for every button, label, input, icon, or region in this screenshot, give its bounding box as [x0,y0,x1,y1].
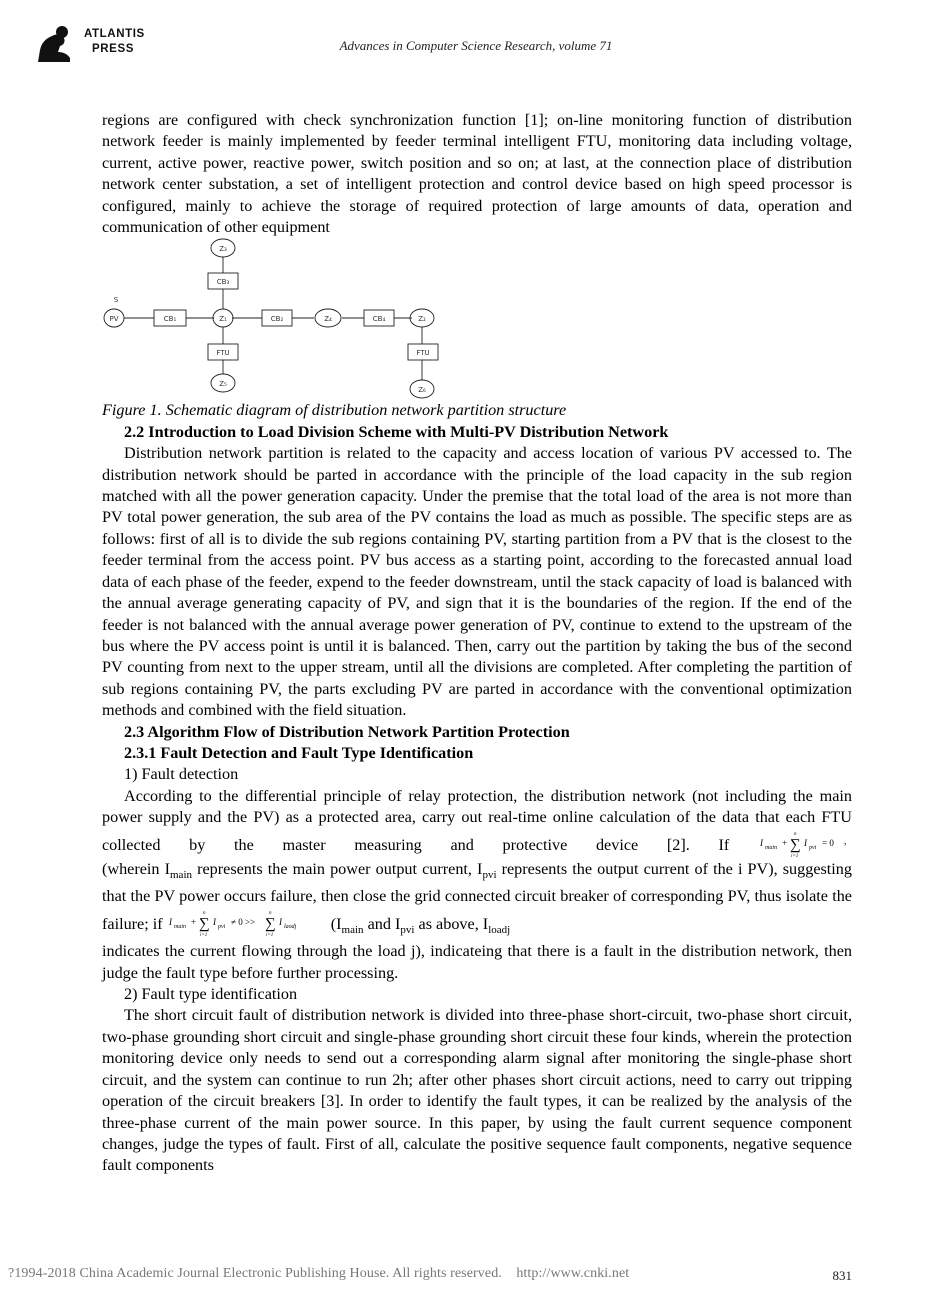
box-ftu-left: FTU [216,349,230,358]
node-z5: Z₅ [219,380,227,389]
box-cb3: CB₃ [216,278,230,287]
svg-text:I: I [804,837,807,848]
text-wherein: (wherein I [102,859,170,878]
svg-text:+: + [190,916,196,927]
svg-text:∑: ∑ [198,915,210,932]
logo-line-1: ATLANTIS [84,28,145,40]
fault-detection-item: 1) Fault detection [124,765,239,784]
node-pv: PV [109,315,119,324]
text-pv-desc: represents the output current of the i PV), suggesting that the PV power occurs failure, then close the grid connected circuit breaker of corresponding PV, thus isolate the failure; if [102,859,852,933]
sub-pvi: pvi [482,868,497,881]
partition-structure-diagram [102,238,852,400]
svg-text:I: I [760,837,763,848]
text-imain: (I [326,914,342,933]
box-cb1: CB₁ [163,315,177,324]
svg-text:pvi: pvi [809,844,817,851]
svg-text:main: main [765,844,777,851]
fault-detection-paragraph-2 [102,859,852,942]
section-2-3-1-heading: 2.3.1 Fault Detection and Fault Type Identification [124,743,474,762]
svg-text:≠ 0 >>: ≠ 0 >> [230,916,255,927]
box-cb4: CB₄ [372,315,386,324]
svg-text:i=1: i=1 [199,932,207,938]
svg-text:i=1: i=1 [265,932,273,938]
svg-text:n: n [794,831,797,837]
text-as-above: as above, I [414,914,489,933]
copyright-footer: ?1994-2018 China Academic Journal Electronic Publishing House. All rights reserved. http://www.cnki.net [8,1266,630,1281]
svg-text:+: + [782,837,788,848]
sub-loadj: loadj [488,923,511,936]
page-number: 831 [832,1268,852,1283]
fault-detection-text: According to the differential principle of relay protection, the distribution network (not including the main power supply and the PV) as a protected area, carry out real-time online calculation of the data that each FTU collected by the master measuring and protective device [2]. If [102,786,852,854]
svg-text:laodj: laodj [283,923,297,930]
fault-type-paragraph: The short circuit fault of distribution network is divided into three-phase short-circuit, two-phase short circuit, two-phase grounding short circuit and single-phase grounding short circuit these four kinds, wherein the protection monitoring device only needs to send out a corresponding alarm signal after monitoring the single-phase short circuit, and the system can continue to run 2h; after other phases short circuit actions, need to carry out tripping operation of the circuit breakers [3]. In order to identify the fault types, it can be realized by the analysis of the three-phase current of the main power source. In this paper, by using the fault current sequence component changes, judge the types of fault. First of all, calculate the positive sequence fault components, negative sequence fault components [102,1006,852,1175]
figure-caption: Figure 1. Schematic diagram of distribution network partition structure [102,401,567,420]
fault-type-item: 2) Fault type identification [124,985,298,1004]
equation-network-fault [167,908,327,938]
page-content [102,110,852,1177]
section-2-2-body: Distribution network partition is related to the capacity and access location of various PV accessed to. The distribution network should be parted in accordance with the principle of the load capacity in the sub region matched with all the power generation capacity. Under the premise that the total load of the area is not more than PV total power generation, the sub area of the PV contains the load as much as possible. The specific steps are as follows: first of all is to divide the sub regions containing PV, starting partition from a PV that is the closest to the feeder terminal from the access point. PV bus access as a starting point, according to the forecasted annual load data of each phase of the feeder, expend to the feeder downstream, until the stack capacity of load is balanced with the annual average generating capacity of PV, and sign that it is the boundaries of the region. If the end of the feeder is not balanced with the annual average power generation of PV, continue to extend to the upstream of the bus where the PV access point is until it is balanced. Then, carry out the partition by taking the bus of the second PV counting from next to the upper stream, until all the divisions are completed. After completing the partition of sub regions containing PV, the parts excluding PV are parted in accordance with the conventional optimization methods and combined with the field situation. [102,444,852,720]
sub-main-2: main [341,923,364,936]
svg-text:n: n [268,910,272,916]
node-z2: Z₂ [418,315,426,324]
node-z6: Z₆ [418,386,426,395]
svg-text:pvi: pvi [217,923,226,930]
section-2-2-heading: 2.2 Introduction to Load Division Scheme with Multi-PV Distribution Network [124,422,669,441]
svg-text:∑: ∑ [264,915,276,932]
svg-text:,: , [844,835,847,847]
intro-paragraph: regions are configured with check synchronization function [1]; on-line monitoring function of distribution network feeder is mainly implemented by feeder terminal intelligent FTU, monitoring data including voltage, current, active power, reactive power, switch position and so on; at last, at the connection place of distribution network center substation, a set of intelligent protection and control device based on high speed processor is configured, mainly to achieve the storage of required protection of large amounts of data, operation and communication of other equipment [102,111,852,237]
sub-main: main [170,868,192,881]
svg-text:main: main [173,923,186,930]
svg-text:I: I [168,916,172,927]
section-2-3-heading: 2.3 Algorithm Flow of Distribution Network Partition Protection [124,722,570,741]
node-z3: Z₃ [219,245,227,254]
svg-text:i=1: i=1 [791,853,799,859]
svg-text:I: I [212,916,216,927]
fault-detection-paragraph [102,786,852,859]
box-cb2: CB₂ [270,315,284,324]
node-z1: Z₁ [219,315,227,324]
box-ftu-right: FTU [416,349,430,358]
svg-text:I: I [278,916,282,927]
text-main-desc: represents the main power output current, I [192,859,483,878]
journal-title: Advances in Computer Science Research, volume 71 [339,38,613,53]
fault-detection-paragraph-3: indicates the current flowing through the load j), indicateing that there is a fault in the distribution network, then judge the fault type before further processing. [102,942,852,982]
svg-text:∑: ∑ [790,836,801,853]
source-label: S [113,296,119,305]
svg-text:= 0: = 0 [822,837,834,848]
equation-pv-fault [758,829,852,859]
figure-1-diagram [102,238,852,400]
svg-text:n: n [202,910,206,916]
logo-line-2: PRESS [92,43,134,55]
sub-pvi-2: pvi [400,923,415,936]
node-z4: Z₄ [324,315,332,324]
text-and: and I [363,914,401,933]
